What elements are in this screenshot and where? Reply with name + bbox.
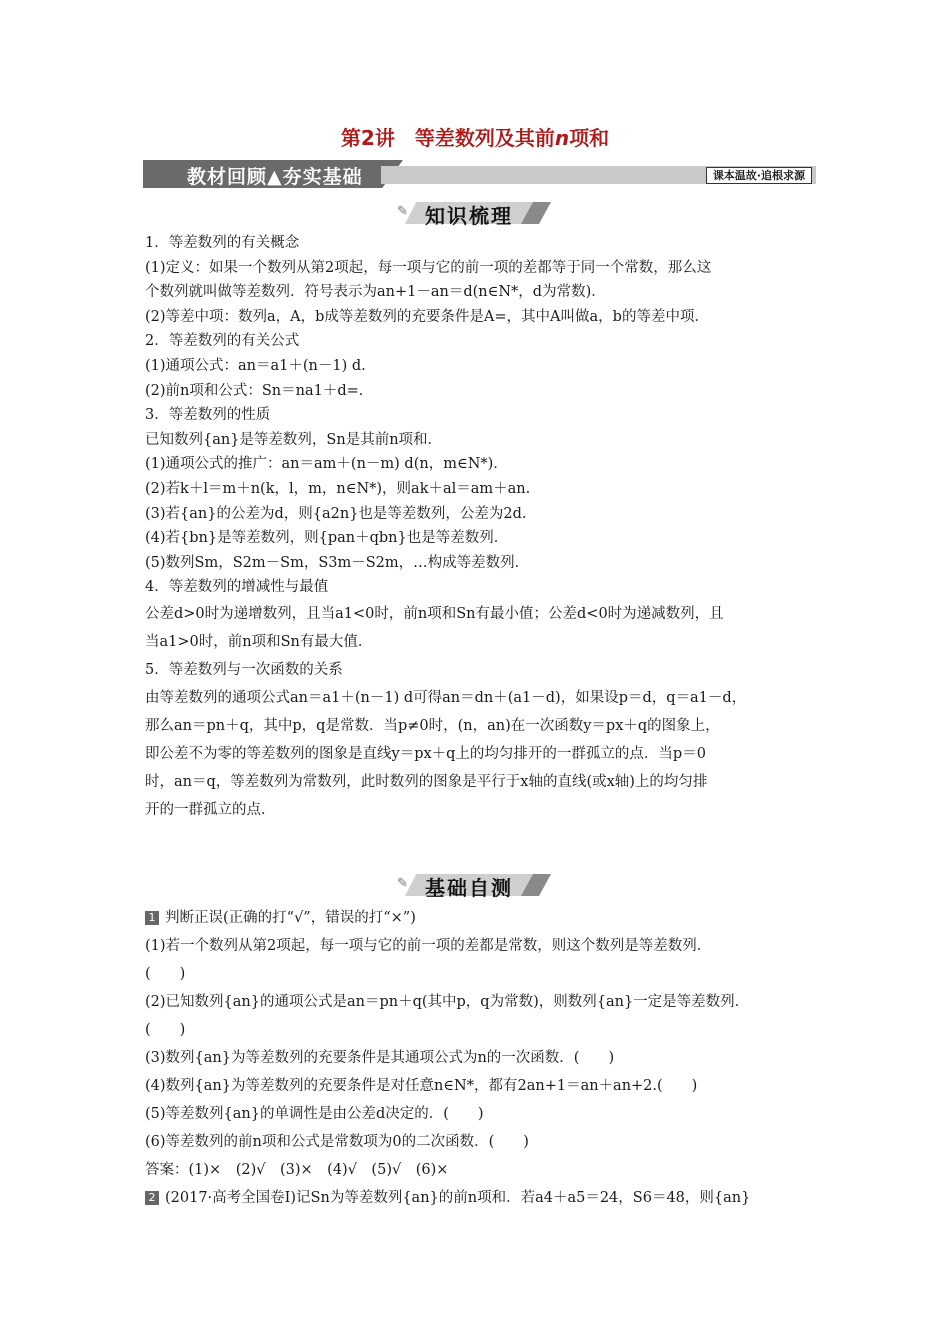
- text-line: (2)前n项和公式：Sn＝na1＋d=．: [145, 382, 374, 399]
- text-line: 2．等差数列的有关公式: [145, 333, 300, 350]
- text-line: 公差d>0时为递增数列，且当a1<0时，前n项和Sn有最小值；公差d<0时为递减数列，且: [145, 605, 724, 622]
- text-line: 当a1>0时，前n项和Sn有最大值．: [145, 633, 373, 650]
- text-line: (3)数列{an}为等差数列的充要条件是其通项公式为n的一次函数．( ): [145, 1050, 615, 1066]
- section-heading-selftest: ✎ 基础自测: [395, 870, 555, 900]
- section-heading-knowledge: ✎ 知识梳理: [395, 198, 555, 228]
- knowledge-body: [145, 231, 810, 824]
- answer-line: 答案：(1)× (2)√ (3)× (4)√ (5)√ (6)×: [145, 1162, 449, 1178]
- text-line: 个数列就叫做等差数列．符号表示为an+1－an＝d(n∈N*，d为常数)．: [145, 284, 606, 301]
- pen-icon: ✎: [397, 876, 408, 891]
- question-number-1: 1: [145, 911, 159, 925]
- text-line: (1)定义：如果一个数列从第2项起，每一项与它的前一项的差都等于同一个常数，那么这: [145, 259, 712, 276]
- text-line: (4)若{bn}是等差数列，则{pan＋qbn}也是等差数列．: [145, 530, 509, 547]
- text-line: (4)数列{an}为等差数列的充要条件是对任意n∈N*，都有2an+1＝an＋an+2.( ): [145, 1078, 698, 1094]
- text-line: 那么an＝pn＋q，其中p，q是常数．当p≠0时，(n，an)在一次函数y＝px＋q的图象上，: [145, 717, 720, 734]
- text-line: 4．等差数列的增减性与最值: [145, 579, 329, 596]
- page-title: 第2讲 等差数列及其前n项和: [340, 126, 610, 150]
- banner-tag: 课本温故·追根求源: [706, 167, 812, 184]
- pen-icon: ✎: [397, 204, 408, 219]
- question-number-2: 2: [145, 1191, 159, 1205]
- text-line: 由等差数列的通项公式an＝a1＋(n－1) d可得an＝dn＋(a1－d)，如果设p＝d，q＝a1－d，: [145, 689, 747, 706]
- text-line: 开的一群孤立的点．: [145, 801, 276, 818]
- text-line: 1．等差数列的有关概念: [145, 235, 300, 251]
- question-line: 2 (2017·高考全国卷Ⅰ)记Sn为等差数列{an}的前n项和．若a4＋a5＝24，S6＝48，则{an}: [145, 1184, 810, 1212]
- text-line: 时，an＝q，等差数列为常数列，此时数列的图象是平行于x轴的直线(或x轴)上的均匀排: [145, 773, 708, 790]
- text-line: 已知数列{an}是等差数列，Sn是其前n项和．: [145, 431, 443, 448]
- text-line: (2)等差中项：数列a，A，b成等差数列的充要条件是A=，其中A叫做a，b的等差中项．: [145, 308, 709, 325]
- selftest-body: [145, 904, 810, 1212]
- text-line: (2)若k＋l＝m＋n(k，l，m，n∈N*)，则ak＋al＝am＋an.: [145, 480, 531, 497]
- text-line: (1)通项公式：an＝a1＋(n－1) d.: [145, 357, 366, 374]
- text-line: (2)已知数列{an}的通项公式是an＝pn＋q(其中p，q为常数)，则数列{an}一定是等差数列．: [145, 994, 750, 1010]
- text-line: (5)等差数列{an}的单调性是由公差d决定的．( ): [145, 1106, 484, 1122]
- text-line: 5．等差数列与一次函数的关系: [145, 661, 343, 678]
- text-line: (1)通项公式的推广：an＝am＋(n－m) d(n，m∈N*)．: [145, 456, 508, 473]
- text-line: 3．等差数列的性质: [145, 407, 271, 424]
- text-line: ( ): [145, 966, 186, 982]
- text-line: 即公差不为零的等差数列的图象是直线y＝px＋q上的均匀排开的一群孤立的点．当p＝0: [145, 745, 706, 762]
- text-line: (3)若{an}的公差为d，则{a2n}也是等差数列，公差为2d.: [145, 505, 527, 522]
- text-line: (6)等差数列的前n项和公式是常数项为0的二次函数．( ): [145, 1134, 529, 1150]
- text-line: (1)若一个数列从第2项起，每一项与它的前一项的差都是常数，则这个数列是等差数列．: [145, 938, 712, 954]
- banner-title: 教材回顾▲夯实基础: [187, 166, 363, 188]
- text-line: (5)数列Sm，S2m－Sm，S3m－S2m，…构成等差数列．: [145, 554, 530, 571]
- section-banner: [143, 160, 816, 188]
- question-line: 1 判断正误(正确的打“√”，错误的打“×”): [145, 904, 810, 932]
- text-line: ( ): [145, 1022, 186, 1038]
